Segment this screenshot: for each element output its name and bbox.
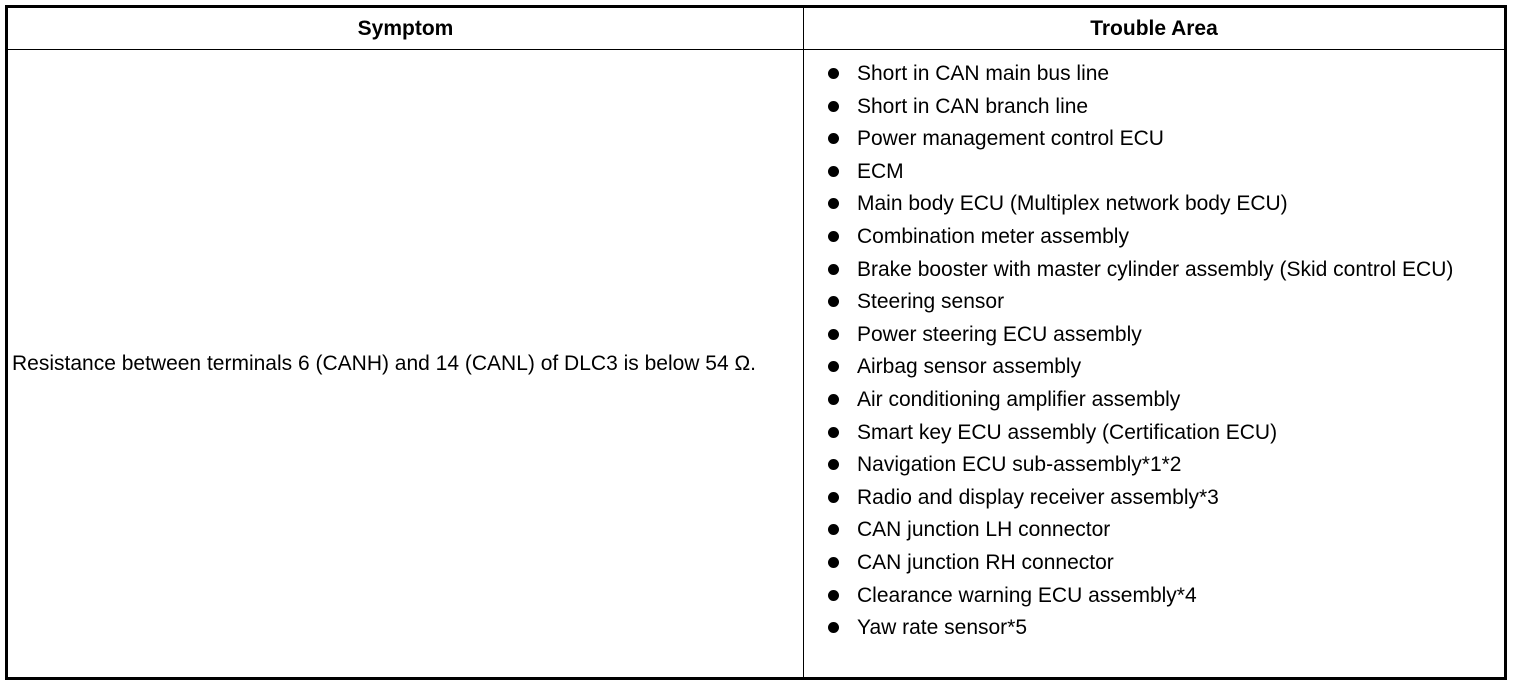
list-item	[804, 385, 1504, 414]
trouble-area-label: Power steering ECU assembly	[857, 322, 1142, 346]
bullet-icon	[828, 166, 839, 177]
trouble-area-label: Yaw rate sensor*5	[857, 616, 1028, 640]
list-item	[804, 222, 1504, 251]
list-item	[804, 124, 1504, 153]
trouble-area-label: Smart key ECU assembly (Certification ECU)	[857, 420, 1278, 444]
table-header-row	[8, 8, 1504, 50]
list-item	[804, 548, 1504, 577]
bullet-icon	[828, 133, 839, 144]
trouble-area-cell	[804, 50, 1504, 677]
bullet-icon	[828, 264, 839, 275]
list-item	[804, 352, 1504, 381]
list-item	[804, 483, 1504, 512]
bullet-icon	[828, 329, 839, 340]
bullet-icon	[828, 557, 839, 568]
trouble-area-label: Short in CAN main bus line	[857, 62, 1110, 85]
symptom-text: Resistance between terminals 6 (CANH) and 14 (CANL) of DLC3 is below 54 Ω.	[12, 352, 757, 375]
bullet-icon	[828, 198, 839, 209]
bullet-icon	[828, 68, 839, 79]
bullet-icon	[828, 492, 839, 503]
bullet-icon	[828, 590, 839, 601]
bullet-icon	[828, 231, 839, 242]
symptom-cell	[12, 50, 792, 677]
list-item	[804, 287, 1504, 316]
list-item	[804, 255, 1504, 284]
header-symptom: Symptom	[357, 17, 454, 40]
bullet-icon	[828, 296, 839, 307]
list-item	[804, 59, 1504, 88]
list-item	[804, 189, 1504, 218]
list-item	[804, 418, 1504, 447]
list-item	[804, 581, 1504, 610]
trouble-area-label: Clearance warning ECU assembly*4	[857, 583, 1197, 607]
bullet-icon	[828, 427, 839, 438]
bullet-icon	[828, 459, 839, 470]
bullet-icon	[828, 101, 839, 112]
trouble-area-label: CAN junction RH connector	[857, 550, 1114, 574]
trouble-area-label: Radio and display receiver assembly*3	[857, 485, 1219, 509]
trouble-area-label: Main body ECU (Multiplex network body ECU)	[857, 192, 1288, 216]
list-item	[804, 515, 1504, 544]
trouble-area-label: Combination meter assembly	[857, 224, 1129, 248]
trouble-area-label: ECM	[857, 159, 904, 183]
list-item	[804, 613, 1504, 642]
list-item	[804, 157, 1504, 186]
trouble-area-label: CAN junction LH connector	[857, 518, 1111, 542]
trouble-area-label: Airbag sensor assembly	[857, 355, 1082, 379]
trouble-area-label: Steering sensor	[857, 290, 1005, 314]
list-item	[804, 92, 1504, 121]
trouble-area-label: Navigation ECU sub-assembly*1*2	[857, 453, 1182, 477]
bullet-icon	[828, 622, 839, 633]
trouble-area-list	[804, 50, 1504, 642]
trouble-area-label: Air conditioning amplifier assembly	[857, 387, 1181, 411]
list-item	[804, 320, 1504, 349]
bullet-icon	[828, 361, 839, 372]
trouble-area-label: Brake booster with master cylinder assembly (Skid control ECU)	[857, 257, 1454, 281]
list-item	[804, 450, 1504, 479]
header-trouble-area: Trouble Area	[1090, 17, 1218, 40]
bullet-icon	[828, 394, 839, 405]
bullet-icon	[828, 524, 839, 535]
trouble-area-label: Short in CAN branch line	[857, 94, 1089, 118]
symptom-table	[5, 5, 1507, 680]
trouble-area-label: Power management control ECU	[857, 127, 1164, 151]
